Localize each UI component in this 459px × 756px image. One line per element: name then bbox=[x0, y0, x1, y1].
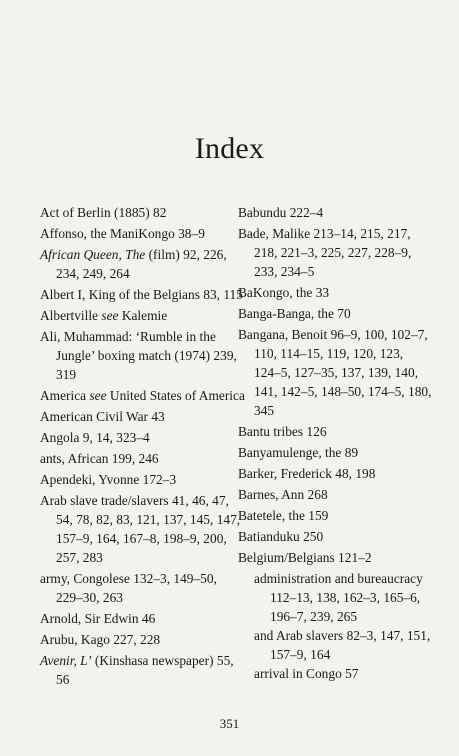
page-title: Index bbox=[194, 132, 265, 165]
index-entry: Apendeki, Yvonne 172–3 bbox=[40, 472, 177, 487]
index-entry: Avenir, L’ (Kinshasa newspaper) 55, 56 bbox=[40, 653, 234, 687]
index-entry: BaKongo, the 33 bbox=[238, 285, 330, 300]
index-entry: Banyamulenge, the 89 bbox=[238, 445, 359, 460]
page-number: 351 bbox=[219, 716, 240, 731]
index-subentry: and Arab slavers 82–3, 147, 151, 157–9, 164 bbox=[254, 628, 431, 662]
index-entry: Arab slave trade/slavers 41, 46, 47, 54, 78, 82, 83, 121, 137, 145, 147, 157–9, 164, 167–8, 198–9, 200, 257, 283 bbox=[40, 493, 241, 565]
index-entry: army, Congolese 132–3, 149–50, 229–30, 263 bbox=[40, 571, 217, 605]
index-entry: Ali, Muhammad: ‘Rumble in the Jungle’ boxing match (1974) 239, 319 bbox=[40, 329, 237, 382]
index-entry: Babundu 222–4 bbox=[238, 205, 324, 220]
index-entry: Act of Berlin (1885) 82 bbox=[40, 205, 167, 220]
index-entry: Banga-Banga, the 70 bbox=[238, 306, 351, 321]
index-entry: Batianduku 250 bbox=[238, 529, 324, 544]
index-entry: Bantu tribes 126 bbox=[238, 424, 327, 439]
index-column-right bbox=[238, 203, 433, 683]
index-entry: Bangana, Benoit 96–9, 100, 102–7, 110, 114–15, 119, 120, 123, 124–5, 127–35, 137, 139, 140, 141, 142–5, 148–50, 174–5, 180, 345 bbox=[238, 327, 432, 418]
index-entry: Barker, Frederick 48, 198 bbox=[238, 466, 376, 481]
index-entry: Batetele, the 159 bbox=[238, 508, 329, 523]
index-entry: Belgium/Belgians 121–2 bbox=[238, 550, 372, 565]
index-entry: Arnold, Sir Edwin 46 bbox=[40, 611, 156, 626]
index-entry: Arubu, Kago 227, 228 bbox=[40, 632, 161, 647]
index-entry: Albert I, King of the Belgians 83, 115 bbox=[40, 287, 243, 302]
index-entry: American Civil War 43 bbox=[40, 409, 165, 424]
index-subentry: arrival in Congo 57 bbox=[254, 666, 359, 681]
index-entry: Angola 9, 14, 323–4 bbox=[40, 430, 150, 445]
index-entry: Affonso, the ManiKongo 38–9 bbox=[40, 226, 205, 241]
index-entry: ants, African 199, 246 bbox=[40, 451, 159, 466]
index-entry: Barnes, Ann 268 bbox=[238, 487, 328, 502]
index-subentry: administration and bureaucracy 112–13, 138, 162–3, 165–6, 196–7, 239, 265 bbox=[254, 571, 423, 624]
index-entry: America see United States of America bbox=[40, 388, 245, 403]
index-entry: Bade, Malike 213–14, 215, 217, 218, 221–3, 225, 227, 228–9, 233, 234–5 bbox=[238, 226, 412, 279]
index-entry: African Queen, The (film) 92, 226, 234, 249, 264 bbox=[40, 247, 227, 281]
index-column-left bbox=[40, 203, 245, 691]
index-entry: Albertville see Kalemie bbox=[40, 308, 168, 323]
